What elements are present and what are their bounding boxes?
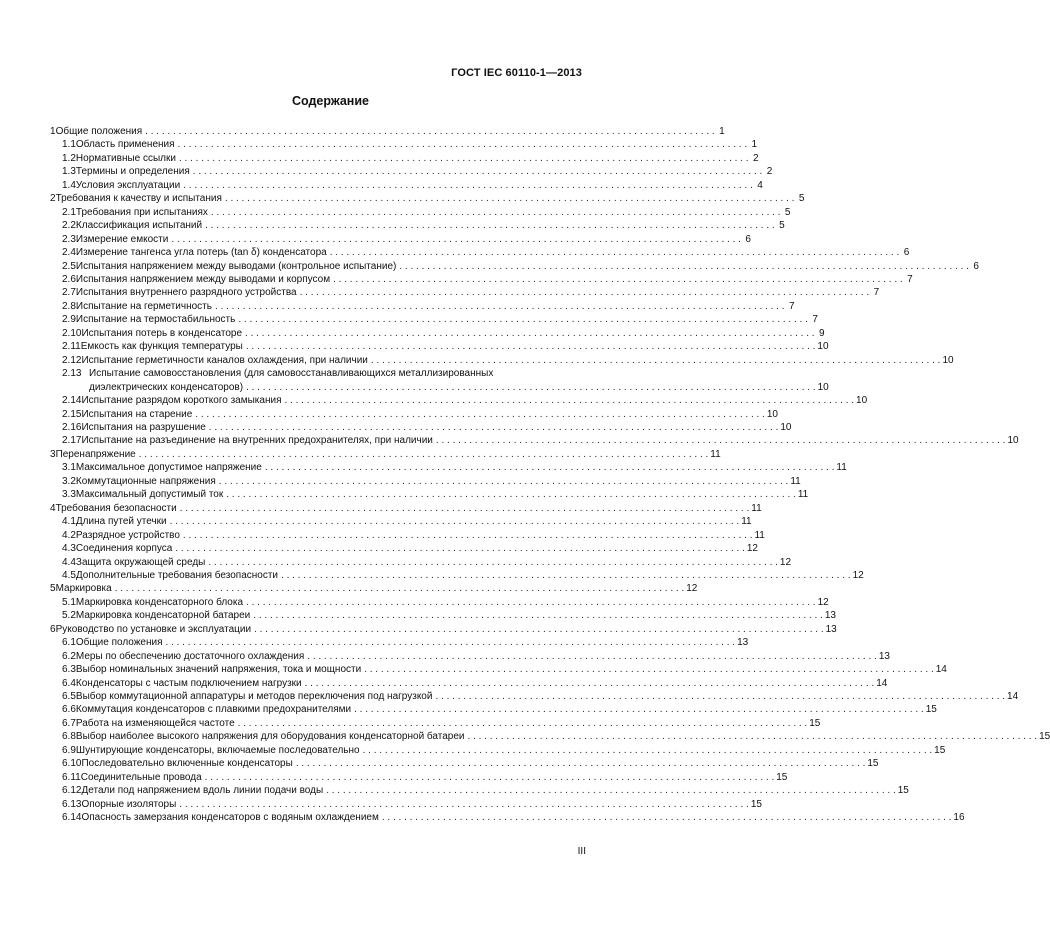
toc-entry-page: 2 bbox=[752, 152, 759, 164]
toc-leader-dots bbox=[254, 623, 824, 636]
toc-leader-dots bbox=[435, 690, 1005, 703]
toc-entry-title: Последовательно включенные конденсаторы bbox=[81, 758, 293, 770]
toc-leader-dots bbox=[245, 327, 815, 340]
toc-entry-number: 6.13 bbox=[62, 798, 82, 810]
toc-leader-dots bbox=[371, 354, 941, 367]
toc-entry[interactable] bbox=[50, 434, 1019, 447]
toc-entry[interactable] bbox=[50, 448, 721, 461]
toc-entry-page: 10 bbox=[942, 354, 954, 366]
toc-entry-number: 2.11 bbox=[62, 341, 81, 353]
toc-entry-title: Выбор наиболее высокого напряжения для оборудования конденсаторной батареи bbox=[75, 731, 465, 743]
toc-entry-page: 16 bbox=[953, 812, 965, 824]
toc-entry[interactable] bbox=[50, 475, 801, 488]
toc-entry-title: Шунтирующие конденсаторы, включаемые последовательно bbox=[75, 744, 360, 756]
toc-entry-number: 2 bbox=[50, 193, 56, 205]
toc-entry[interactable] bbox=[50, 367, 829, 394]
toc-entry[interactable] bbox=[50, 219, 785, 232]
toc-entry-page: 12 bbox=[852, 569, 864, 581]
toc-entry-title: Детали под напряжением вдоль линии подачи воды bbox=[81, 785, 324, 797]
toc-entry-page: 15 bbox=[776, 771, 788, 783]
toc-entry[interactable] bbox=[50, 784, 909, 797]
toc-entry-title: Выбор коммутационной аппаратуры и методов переключения под нагрузкой bbox=[75, 691, 433, 703]
toc-entry-number: 2.14 bbox=[62, 395, 82, 407]
toc-entry-title: Измерение емкости bbox=[75, 233, 169, 245]
toc-entry[interactable] bbox=[50, 542, 758, 555]
toc-entry-number: 2.9 bbox=[62, 314, 76, 326]
toc-leader-dots bbox=[209, 421, 779, 434]
toc-entry-title: Перенапряжение bbox=[55, 448, 136, 460]
toc-leader-dots bbox=[300, 286, 870, 299]
toc-entry-number: 1.1 bbox=[62, 139, 76, 151]
toc-entry[interactable] bbox=[50, 286, 880, 299]
toc-entry-page: 14 bbox=[876, 677, 888, 689]
toc-entry-title: Конденсаторы с частым подключением нагрузки bbox=[75, 677, 302, 689]
toc-entry-title: Общие положения bbox=[75, 637, 163, 649]
toc-leader-dots bbox=[179, 152, 749, 165]
toc-entry-title: Коммутационные напряжения bbox=[75, 475, 216, 487]
toc-entry[interactable] bbox=[50, 300, 795, 313]
toc-entry[interactable] bbox=[50, 260, 979, 273]
toc-entry-number: 2.3 bbox=[62, 233, 76, 245]
toc-entry-number: 4.5 bbox=[62, 569, 76, 581]
toc-entry-number: 3.2 bbox=[62, 475, 76, 487]
toc-entry-page: 11 bbox=[797, 489, 809, 501]
toc-entry-title: Испытание на герметичность bbox=[75, 300, 212, 312]
toc-entry[interactable] bbox=[50, 125, 725, 138]
toc-entry-number: 2.10 bbox=[62, 327, 82, 339]
toc-entry-page: 7 bbox=[812, 314, 818, 326]
toc-entry-page: 13 bbox=[737, 637, 749, 649]
toc-leader-dots bbox=[363, 744, 933, 757]
toc-entry-number: 2.2 bbox=[62, 220, 76, 232]
toc-entry-title: Дополнительные требования безопасности bbox=[75, 569, 279, 581]
toc-entry-number: 4.1 bbox=[62, 516, 76, 528]
toc-entry[interactable] bbox=[50, 569, 864, 582]
toc-leader-dots bbox=[193, 165, 763, 178]
toc-entry-number: 2.13 bbox=[62, 368, 82, 380]
toc-entry-number: 6.10 bbox=[62, 758, 82, 770]
toc-leader-dots bbox=[468, 730, 1038, 743]
toc-leader-dots bbox=[195, 408, 765, 421]
toc-entry[interactable] bbox=[50, 488, 809, 501]
toc-entry-title: Максимальный допустимый ток bbox=[75, 489, 224, 501]
toc-entry[interactable] bbox=[50, 636, 749, 649]
toc-entry-page: 7 bbox=[873, 287, 880, 299]
toc-entry[interactable] bbox=[50, 609, 836, 622]
toc-entry[interactable] bbox=[50, 502, 762, 515]
toc-entry-number: 1.4 bbox=[62, 179, 76, 191]
toc-leader-dots bbox=[326, 784, 896, 797]
toc-entry-number: 2.7 bbox=[62, 287, 76, 299]
toc-entry[interactable] bbox=[50, 192, 805, 205]
toc-leader-dots bbox=[180, 502, 750, 515]
page-title: Содержание bbox=[291, 94, 369, 108]
toc-entry-page: 13 bbox=[824, 610, 836, 622]
toc-entry-number: 5 bbox=[50, 583, 56, 595]
toc-entry-title: Работа на изменяющейся частоте bbox=[75, 717, 235, 729]
toc-leader-dots bbox=[139, 448, 709, 461]
toc-entry-number: 4.3 bbox=[62, 543, 76, 555]
toc-entry-number: 4 bbox=[50, 502, 56, 514]
toc-leader-dots bbox=[246, 596, 816, 609]
toc-entry-number: 2.6 bbox=[62, 273, 76, 285]
toc-entry-page: 11 bbox=[741, 516, 752, 528]
toc-leader-dots bbox=[284, 394, 854, 407]
toc-entry-number: 1.2 bbox=[62, 152, 76, 164]
toc-leader-dots bbox=[238, 313, 808, 326]
toc-entry-title: Емкость как функция температуры bbox=[80, 341, 243, 353]
toc-entry-title: Выбор номинальных значений напряжения, тока и мощности bbox=[75, 664, 362, 676]
toc-entry[interactable] bbox=[50, 394, 868, 407]
toc-entry[interactable] bbox=[50, 273, 913, 286]
toc-entry-title: Испытание на термостабильность bbox=[75, 314, 236, 326]
toc-entry[interactable] bbox=[50, 408, 778, 421]
toc-entry-title: Защита окружающей среды bbox=[75, 556, 206, 568]
toc-entry-number: 6.9 bbox=[62, 744, 76, 756]
toc-leader-dots bbox=[354, 703, 924, 716]
toc-entry-page: 12 bbox=[779, 556, 792, 568]
toc-entry-page: 9 bbox=[819, 327, 825, 339]
toc-entry-title: Испытания напряжением между выводами (контрольное испытание) bbox=[75, 260, 397, 272]
toc-entry-page: 15 bbox=[897, 785, 909, 797]
toc-entry-title: Испытания потерь в конденсаторе bbox=[81, 327, 243, 339]
toc-entry-page: 1 bbox=[719, 126, 725, 137]
toc-entry-number: 6.6 bbox=[62, 704, 76, 716]
toc-entry[interactable] bbox=[50, 811, 965, 824]
toc-entry-page: 10 bbox=[817, 381, 829, 393]
toc-entry[interactable] bbox=[50, 650, 890, 663]
toc-entry-title: Опасность замерзания конденсаторов с водяным охлаждением bbox=[81, 812, 379, 824]
toc-entry-number: 2.8 bbox=[62, 300, 76, 312]
toc-entry-title: Требования к качеству и испытания bbox=[55, 193, 222, 205]
toc-leader-dots bbox=[205, 771, 775, 784]
toc-entry-page: 12 bbox=[686, 583, 698, 595]
toc-entry-page: 5 bbox=[798, 193, 805, 205]
toc-entry-number: 6.1 bbox=[62, 637, 76, 649]
toc-entry[interactable] bbox=[50, 421, 792, 434]
toc-entry-title: Испытания на старение bbox=[81, 408, 193, 420]
toc-entry-title: Коммутация конденсаторов с плавкими предохранителями bbox=[75, 704, 352, 716]
toc-entry-title: Нормативные ссылки bbox=[75, 152, 176, 164]
toc-entry-page: 10 bbox=[856, 395, 868, 407]
toc-entry-page: 13 bbox=[825, 623, 837, 635]
toc-entry-page: 12 bbox=[746, 543, 758, 555]
toc-entry-number: 1.3 bbox=[62, 166, 76, 178]
toc-entry-number: 3 bbox=[50, 448, 56, 460]
toc-entry-number: 6.5 bbox=[62, 691, 76, 703]
toc-entry-page: 10 bbox=[780, 421, 792, 433]
toc-entry-page: 11 bbox=[790, 475, 801, 487]
toc-entry[interactable] bbox=[50, 165, 773, 178]
toc-entry-title: Измерение тангенса угла потерь (tan δ) конденсатора bbox=[75, 247, 327, 259]
toc-entry[interactable] bbox=[50, 461, 847, 474]
toc-entry-title: Область применения bbox=[75, 139, 175, 151]
toc-entry[interactable] bbox=[50, 313, 818, 326]
toc-entry-page: 14 bbox=[935, 664, 947, 676]
toc-entry-page: 1 bbox=[751, 139, 758, 151]
toc-entry-page: 5 bbox=[784, 206, 791, 218]
toc-entry-title: Разрядное устройство bbox=[75, 529, 180, 541]
toc-leader-dots bbox=[178, 138, 748, 151]
toc-entry-title: Маркировка конденсаторного блока bbox=[75, 596, 244, 608]
toc-entry-page: 11 bbox=[836, 462, 847, 474]
toc-entry-page: 6 bbox=[903, 247, 910, 259]
toc-entry-title: Длина путей утечки bbox=[75, 516, 167, 528]
toc-entry-number: 3.1 bbox=[62, 462, 76, 474]
toc-entry-title: Испытание разрядом короткого замыкания bbox=[81, 395, 282, 407]
toc-entry-number: 2.15 bbox=[62, 408, 82, 420]
toc-leader-dots bbox=[226, 488, 796, 501]
toc-entry-title: Термины и определения bbox=[75, 166, 190, 178]
toc-entry-number: 4.2 bbox=[62, 529, 76, 541]
toc-entry[interactable] bbox=[50, 582, 698, 595]
toc-entry[interactable] bbox=[50, 596, 829, 609]
toc-entry-page: 7 bbox=[788, 300, 795, 312]
toc-entry[interactable] bbox=[50, 327, 825, 340]
table-of-contents bbox=[50, 125, 1050, 825]
toc-entry-title: Классификация испытаний bbox=[75, 220, 203, 232]
toc-leader-dots bbox=[145, 125, 715, 138]
toc-leader-dots bbox=[215, 300, 785, 313]
toc-entry-page: 4 bbox=[757, 179, 763, 191]
toc-entry-page: 13 bbox=[878, 650, 890, 662]
toc-entry-page: 7 bbox=[907, 273, 913, 285]
toc-entry-title: Испытание на разъединение на внутренних предохранителях, при наличии bbox=[81, 435, 433, 447]
toc-leader-dots bbox=[179, 798, 749, 811]
toc-entry-page: 11 bbox=[751, 502, 762, 514]
toc-leader-dots bbox=[246, 340, 816, 353]
toc-entry-title: Опорные изоляторы bbox=[81, 798, 177, 810]
toc-entry[interactable] bbox=[50, 623, 837, 636]
toc-entry[interactable] bbox=[50, 529, 765, 542]
toc-entry[interactable] bbox=[50, 556, 792, 569]
toc-entry-title: Соединения корпуса bbox=[75, 543, 173, 555]
toc-entry-title: Максимальное допустимое напряжение bbox=[75, 462, 262, 474]
toc-entry-number: 6.7 bbox=[62, 717, 76, 729]
toc-entry[interactable] bbox=[50, 744, 946, 757]
toc-leader-dots bbox=[183, 179, 753, 192]
toc-leader-dots bbox=[246, 381, 816, 394]
toc-leader-dots bbox=[219, 475, 789, 488]
toc-leader-dots bbox=[253, 609, 823, 622]
toc-entry[interactable] bbox=[50, 730, 1050, 743]
toc-entry-title: Испытание герметичности каналов охлаждения, при наличии bbox=[81, 354, 368, 366]
toc-entry-title: Испытание самовосстановления (для самовосстанавливающихся металлизированных bbox=[89, 368, 494, 380]
toc-entry[interactable] bbox=[50, 233, 751, 246]
toc-entry[interactable] bbox=[50, 354, 954, 367]
toc-entry[interactable] bbox=[50, 677, 888, 690]
toc-entry[interactable] bbox=[50, 206, 791, 219]
toc-entry-number: 6.12 bbox=[62, 785, 82, 797]
toc-entry-page: 11 bbox=[710, 448, 721, 460]
toc-entry-page: 2 bbox=[766, 166, 773, 178]
toc-entry-title-continued: диэлектрических конденсаторов) bbox=[89, 381, 244, 393]
toc-entry-number: 6.11 bbox=[62, 771, 81, 783]
toc-leader-dots bbox=[183, 529, 753, 542]
toc-entry-title: Руководство по установке и эксплуатации bbox=[55, 623, 252, 635]
toc-leader-dots bbox=[211, 206, 781, 219]
toc-entry-title: Требования безопасности bbox=[55, 502, 177, 514]
toc-leader-dots bbox=[205, 219, 775, 232]
toc-leader-dots bbox=[170, 515, 740, 528]
toc-entry-number: 5.1 bbox=[62, 596, 76, 608]
toc-entry-page: 6 bbox=[973, 260, 979, 272]
toc-entry[interactable] bbox=[50, 717, 821, 730]
toc-entry[interactable] bbox=[50, 179, 763, 192]
toc-entry-number: 2.5 bbox=[62, 260, 76, 272]
toc-entry-page: 15 bbox=[750, 798, 762, 810]
toc-entry-title: Испытания внутреннего разрядного устройства bbox=[75, 287, 297, 299]
toc-entry-title: Испытания на разрушение bbox=[81, 421, 206, 433]
toc-entry[interactable] bbox=[50, 703, 937, 716]
toc-entry-page: 10 bbox=[817, 341, 829, 353]
toc-entry-number: 6.3 bbox=[62, 664, 76, 676]
toc-leader-dots bbox=[238, 717, 808, 730]
toc-entry-number: 3.3 bbox=[62, 489, 76, 501]
toc-entry-number: 2.16 bbox=[62, 421, 82, 433]
toc-leader-dots bbox=[166, 636, 736, 649]
toc-entry-number: 6 bbox=[50, 623, 56, 635]
toc-entry-page: 14 bbox=[1007, 691, 1019, 703]
page-number: III bbox=[577, 846, 586, 857]
toc-leader-dots bbox=[307, 650, 877, 663]
toc-entry[interactable] bbox=[50, 340, 829, 353]
toc-entry-number: 2.4 bbox=[62, 247, 76, 259]
standard-designation: ГОСТ IEC 60110-1—2013 bbox=[451, 67, 582, 79]
toc-entry-number: 5.2 bbox=[62, 610, 76, 622]
toc-entry-page: 15 bbox=[1039, 731, 1050, 743]
toc-entry-page: 15 bbox=[925, 704, 937, 716]
toc-leader-dots bbox=[436, 434, 1006, 447]
toc-entry[interactable] bbox=[50, 798, 762, 811]
toc-entry-number: 6.4 bbox=[62, 677, 76, 689]
toc-entry-page: 5 bbox=[779, 220, 785, 232]
toc-entry-number: 6.14 bbox=[62, 812, 82, 824]
toc-entry-title: Общие положения bbox=[55, 126, 143, 137]
toc-entry-number: 2.1 bbox=[62, 206, 76, 218]
toc-entry-number: 2.17 bbox=[62, 435, 82, 447]
toc-entry-page: 12 bbox=[817, 596, 829, 608]
toc-entry-page: 15 bbox=[934, 744, 946, 756]
toc-entry[interactable] bbox=[50, 515, 752, 528]
toc-entry[interactable] bbox=[50, 690, 1019, 703]
toc-entry-number: 6.2 bbox=[62, 650, 76, 662]
toc-leader-dots bbox=[208, 556, 778, 569]
toc-entry[interactable] bbox=[50, 246, 910, 259]
toc-entry-page: 15 bbox=[867, 758, 879, 770]
toc-leader-dots bbox=[115, 582, 685, 595]
toc-leader-dots bbox=[171, 233, 741, 246]
toc-entry-title: Условия эксплуатации bbox=[75, 179, 181, 191]
toc-entry-page: 10 bbox=[766, 408, 778, 420]
toc-entry[interactable] bbox=[50, 138, 758, 151]
toc-leader-dots bbox=[364, 663, 934, 676]
toc-entry-page: 15 bbox=[809, 717, 821, 729]
toc-leader-dots bbox=[265, 461, 835, 474]
toc-entry-number: 6.8 bbox=[62, 731, 76, 743]
toc-entry[interactable] bbox=[50, 663, 947, 676]
toc-entry-number: 4.4 bbox=[62, 556, 76, 568]
toc-entry-page: 10 bbox=[1007, 435, 1019, 447]
toc-entry-title: Маркировка bbox=[55, 583, 112, 595]
toc-entry-title: Меры по обеспечению достаточного охлаждения bbox=[75, 650, 305, 662]
toc-entry[interactable] bbox=[50, 771, 788, 784]
toc-leader-dots bbox=[225, 192, 795, 205]
toc-leader-dots bbox=[382, 811, 952, 824]
toc-entry-title: Требования при испытаниях bbox=[75, 206, 208, 218]
toc-entry-number: 2.12 bbox=[62, 354, 82, 366]
toc-leader-dots bbox=[399, 260, 969, 273]
toc-leader-dots bbox=[330, 246, 900, 259]
toc-entry-number: 1 bbox=[50, 126, 56, 137]
toc-entry-title: Испытания напряжением между выводами и корпусом bbox=[75, 273, 331, 285]
toc-entry-title: Соединительные провода bbox=[80, 771, 202, 783]
toc-entry-title: Маркировка конденсаторной батареи bbox=[75, 610, 251, 622]
toc-entry-page: 6 bbox=[745, 233, 751, 245]
toc-leader-dots bbox=[305, 677, 875, 690]
toc-leader-dots bbox=[333, 273, 903, 286]
toc-entry[interactable] bbox=[50, 757, 879, 770]
toc-leader-dots bbox=[281, 569, 851, 582]
toc-entry-page: 11 bbox=[754, 529, 765, 541]
toc-entry[interactable] bbox=[50, 152, 759, 165]
toc-leader-dots bbox=[175, 542, 745, 555]
toc-leader-dots bbox=[296, 757, 866, 770]
